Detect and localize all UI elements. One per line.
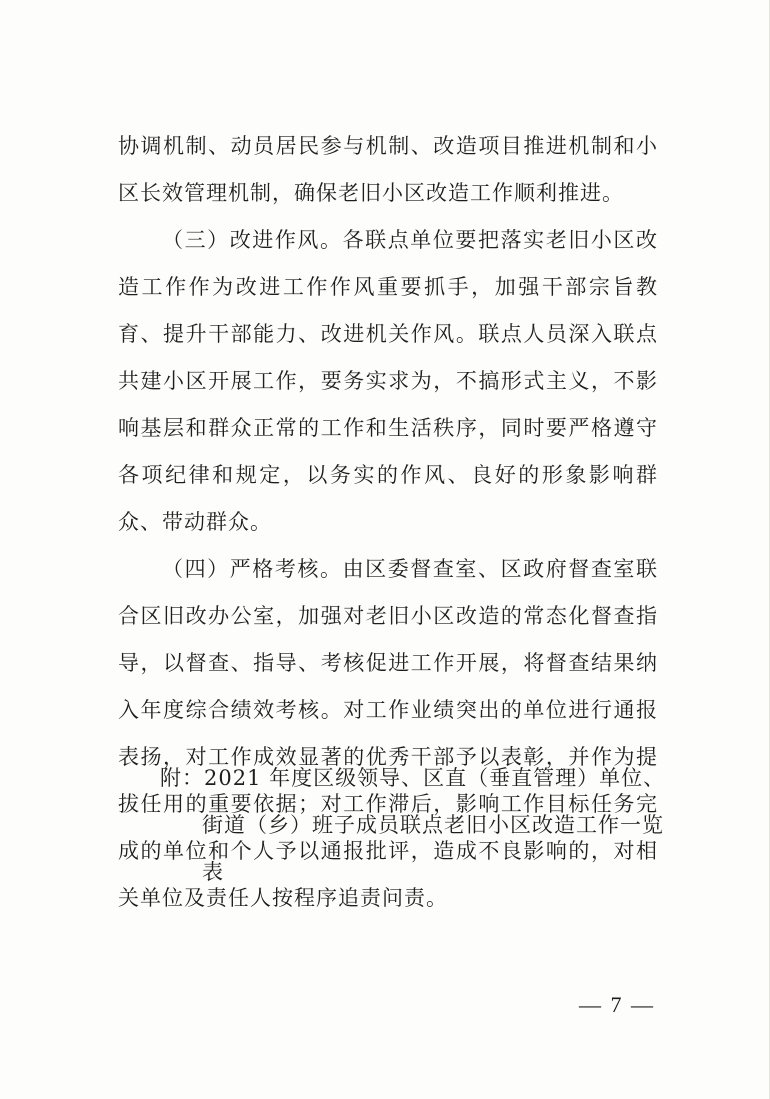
attachment-note bbox=[160, 755, 680, 896]
attachment-line-1: 附：2021 年度区级领导、区直（垂直管理）单位、 bbox=[160, 766, 666, 790]
page-number: — 7 — bbox=[579, 992, 655, 1017]
paragraph-improve-work-style: （三）改进作风。各联点单位要把落实老旧小区改造工作作为改进工作作风重要抓手，加强干部宗旨教育、提升干部能力、改进机关作风。联点人员深入联点共建小区开展工作，要务实求为，不搞形式主义，不影响基层和群众正常的工作和生活秩序，同时要严格遵守各项纪律和规定，以务实的作风、良好的形象影响群众、带动群众。 bbox=[118, 228, 658, 534]
attachment-line-2: 街道（乡）班子成员联点老旧小区改造工作一览表 bbox=[202, 813, 664, 884]
paragraph-strict-assessment: （四）严格考核。由区委督查室、区政府督查室联合区旧改办公室，加强对老旧小区改造的常态化督查指导，以督查、指导、考核促进工作开展，将督查结果纳入年度综合绩效考核。对工作业绩突出的单位进行通报表扬，对工作成效显著的优秀干部予以表彰，并作为提拔任用的重要依据；对工作滞后，影响工作目标任务完成的单位和个人予以通报批评，造成不良影响的，对相关单位及责任人按程序追责问责。 bbox=[118, 557, 658, 910]
paragraph-continuation: 协调机制、动员居民参与机制、改造项目推进机制和小区长效管理机制，确保老旧小区改造工作顺利推进。 bbox=[118, 134, 658, 205]
